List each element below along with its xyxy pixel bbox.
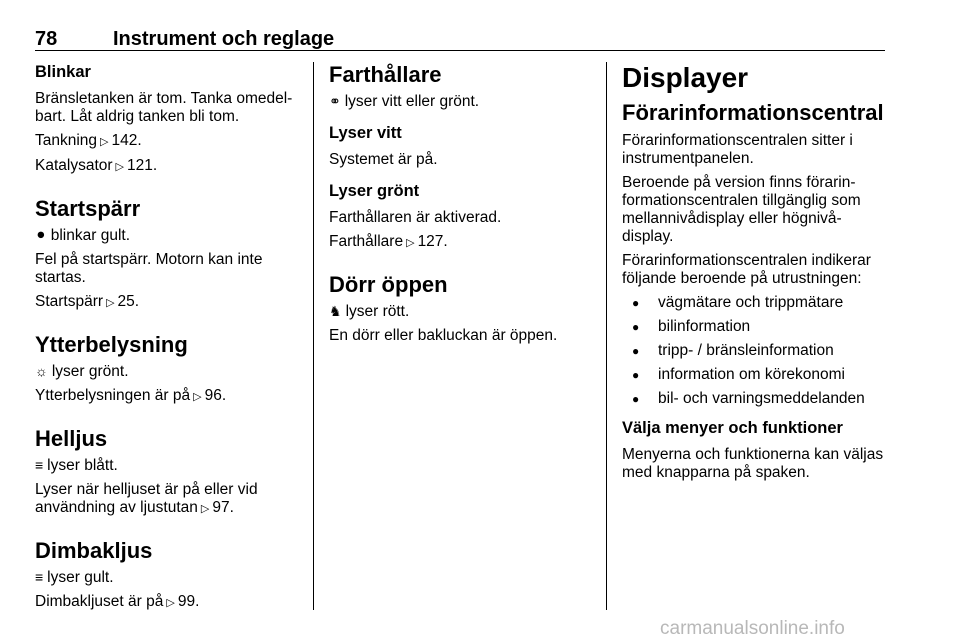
- arrow-reference-icon: ▷: [406, 237, 415, 249]
- page-header: [35, 26, 885, 51]
- section-heading-ytterbelysning: Ytterbelysning: [35, 332, 188, 357]
- chapter-title: Displayer: [622, 62, 749, 93]
- page-number: 78: [35, 28, 58, 50]
- column-divider: [606, 62, 607, 610]
- reference-page: 96.: [204, 387, 227, 404]
- column-middle: [329, 62, 591, 351]
- section-heading-startsparr: Startspärr: [35, 196, 141, 221]
- reference-katalysator[interactable]: [35, 157, 297, 176]
- reference-page: 99.: [177, 593, 200, 610]
- lyser-vitt-text: Systemet är på.: [329, 151, 438, 168]
- arrow-reference-icon: ▷: [106, 297, 115, 309]
- section-heading-forarinformationscentral: Förarinformationscentral: [622, 100, 884, 125]
- status-text: blinkar gult.: [50, 227, 130, 244]
- ytterbelysning-status: [35, 362, 297, 381]
- reference-page: 127.: [417, 233, 448, 250]
- reference-ytterbelysning[interactable]: [35, 387, 297, 406]
- cruise-control-icon: ⚭: [329, 93, 341, 109]
- paragraph: Förarinformationscentralen sitter i instrumentpanelen.: [622, 132, 853, 167]
- reference-tankning[interactable]: [35, 132, 297, 151]
- reference-dimbakljus[interactable]: [35, 593, 297, 612]
- reference-label: Tankning: [35, 132, 98, 149]
- subheading-lyser-gront: Lyser grönt: [329, 182, 420, 200]
- paragraph: Beroende på version finns förarin-formationscentralen tillgänglig som mellannivådisplay eller högnivå-display.: [622, 174, 861, 245]
- section-heading-dorr-oppen: Dörr öppen: [329, 272, 448, 297]
- status-text: lyser grönt.: [51, 363, 129, 380]
- dorr-status: [329, 302, 591, 321]
- section-heading-blinkar: Blinkar: [35, 63, 91, 81]
- page-title: Instrument och reglage: [113, 28, 335, 50]
- helljus-text[interactable]: [35, 481, 297, 518]
- column-right: [622, 62, 886, 488]
- reference-startsparr[interactable]: [35, 293, 297, 312]
- subheading-lyser-vitt: Lyser vitt: [329, 124, 402, 142]
- reference-label: Startspärr: [35, 293, 104, 310]
- reference-page: 142.: [111, 132, 142, 149]
- exterior-light-icon: ☼: [35, 363, 48, 379]
- list-item: ● bil- och varningsmeddelanden: [622, 390, 886, 408]
- arrow-reference-icon: ▷: [200, 503, 210, 515]
- reference-page: 121.: [127, 157, 158, 174]
- dimbakljus-status: [35, 568, 297, 587]
- immobilizer-icon: ⚫: [35, 227, 47, 243]
- status-text: lyser rött.: [345, 303, 410, 320]
- startsparr-status: [35, 226, 297, 245]
- startsparr-text: Fel på startspärr. Motorn kan inte startas.: [35, 251, 263, 286]
- arrow-reference-icon: ▷: [100, 136, 109, 148]
- reference-page: 97.: [212, 499, 234, 516]
- door-open-icon: ♞: [329, 303, 342, 319]
- reference-label: Katalysator: [35, 157, 113, 174]
- reference-farthallare[interactable]: [329, 233, 591, 252]
- arrow-reference-icon: ▷: [193, 391, 202, 403]
- list-item: ● bilinformation: [622, 318, 886, 336]
- blinkar-text: Bränsletanken är tom. Tanka omedel-bart. Låt aldrig tanken bli tom.: [35, 90, 293, 125]
- list-item: ● vägmätare och trippmätare: [622, 294, 886, 312]
- rear-fog-light-icon: ≡: [35, 569, 44, 585]
- paragraph: Menyerna och funktionerna kan väljas med knapparna på spaken.: [622, 446, 884, 481]
- column-divider: [313, 62, 314, 610]
- list-item: ● information om körekonomi: [622, 366, 886, 384]
- farthallare-status: [329, 92, 591, 111]
- arrow-reference-icon: ▷: [166, 597, 175, 609]
- high-beam-icon: ≡: [35, 457, 44, 473]
- section-heading-helljus: Helljus: [35, 426, 108, 451]
- reference-label: Ytterbelysningen är på: [35, 387, 191, 404]
- reference-label: Farthållare: [329, 233, 404, 250]
- status-text: lyser blått.: [47, 457, 118, 474]
- paragraph: Förarinformationscentralen indikerar följande beroende på utrustningen:: [622, 252, 871, 287]
- feature-list: [622, 294, 886, 408]
- reference-page: 25.: [117, 293, 140, 310]
- helljus-status: [35, 456, 297, 475]
- section-heading-farthallare: Farthållare: [329, 62, 442, 87]
- reference-label: Dimbakljuset är på: [35, 593, 164, 610]
- section-heading-dimbakljus: Dimbakljus: [35, 538, 153, 563]
- lyser-gront-text: Farthållaren är aktiverad.: [329, 209, 502, 226]
- arrow-reference-icon: ▷: [115, 161, 125, 173]
- dorr-text: En dörr eller bakluckan är öppen.: [329, 327, 558, 344]
- status-text: lyser vitt eller grönt.: [344, 93, 480, 110]
- helljus-description: Lyser när helljuset är på eller vid användning av ljustutan: [35, 481, 258, 516]
- column-left: [35, 62, 297, 618]
- watermark: carmanualsonline.info: [660, 618, 845, 639]
- subheading-valja-menyer: Välja menyer och funktioner: [622, 419, 843, 437]
- status-text: lyser gult.: [47, 569, 114, 586]
- list-item: ● tripp- / bränsleinformation: [622, 342, 886, 360]
